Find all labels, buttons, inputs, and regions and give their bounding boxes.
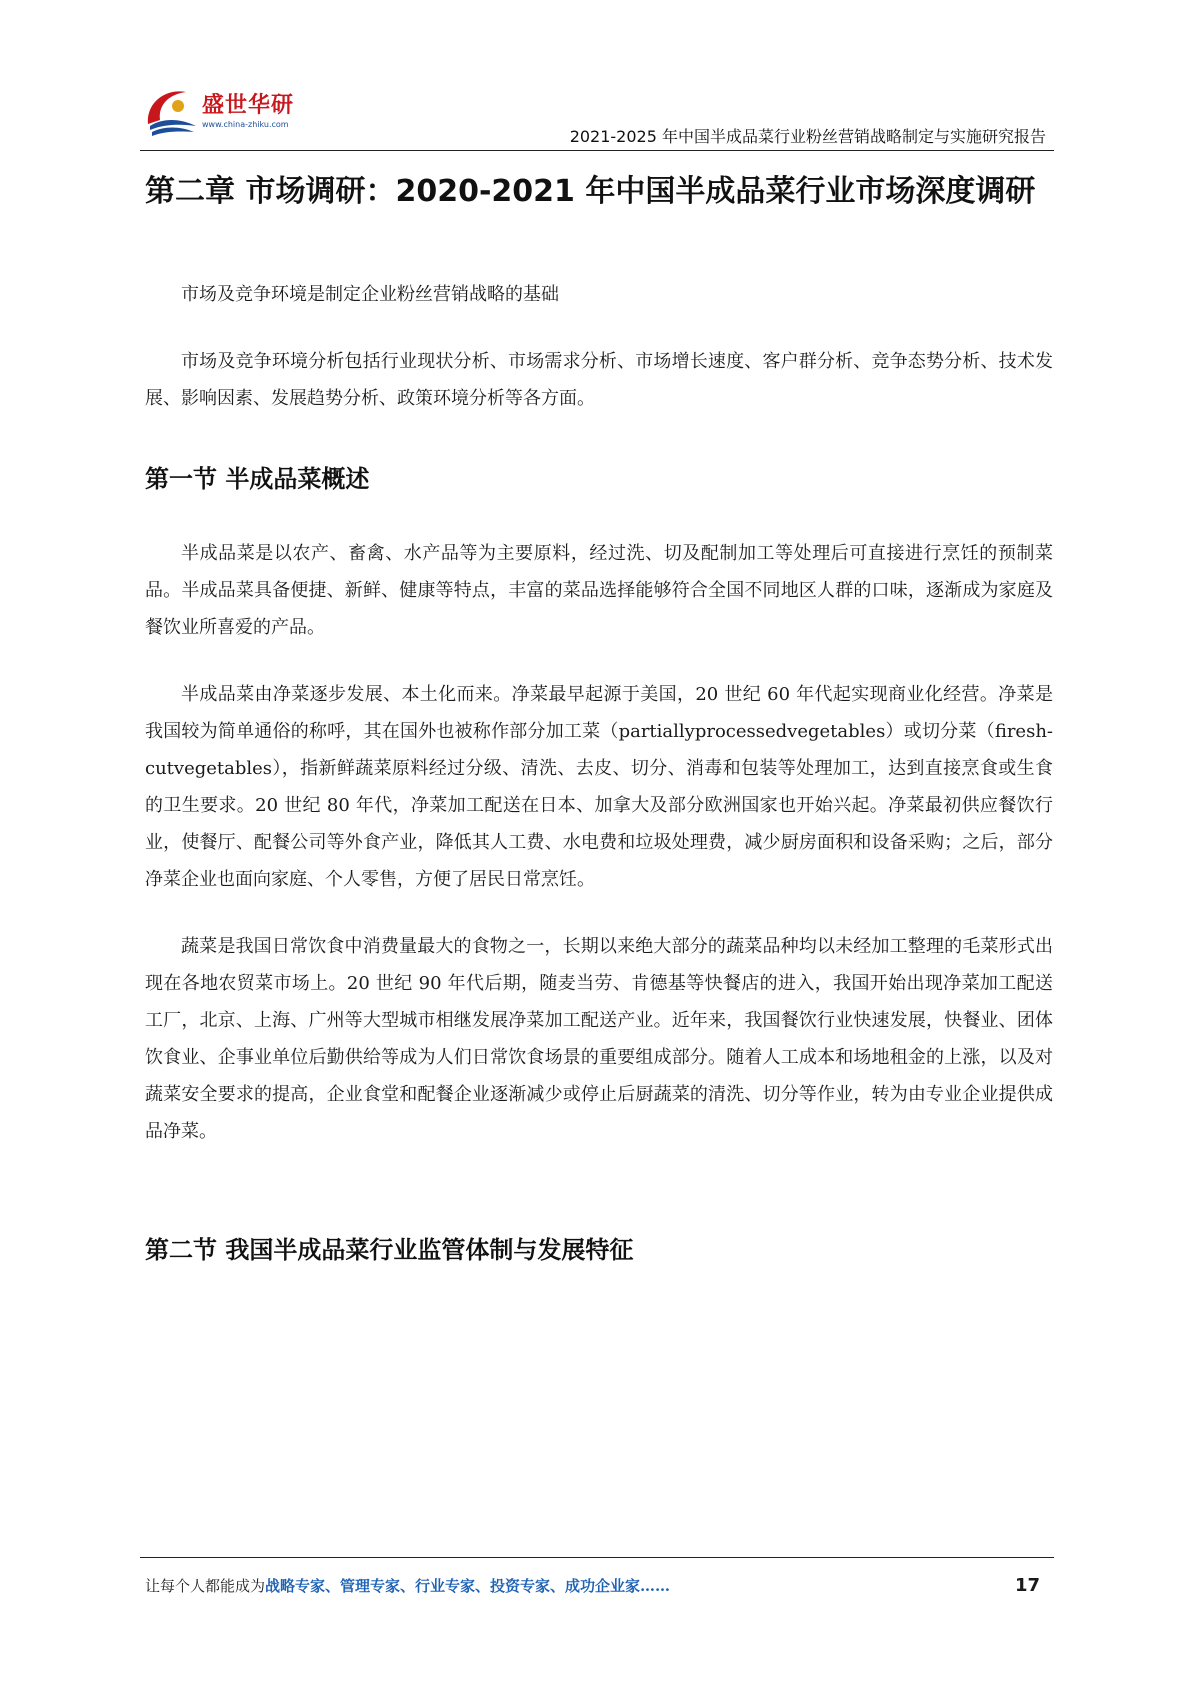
page-number: 17: [1014, 1575, 1040, 1596]
page-content: [145, 160, 1053, 1268]
logo-url: www.china-zhiku.com: [202, 120, 289, 129]
section-1-title: 第一节 半成品菜概述: [145, 465, 370, 493]
intro-paragraph-2: 市场及竞争环境分析包括行业现状分析、市场需求分析、市场增长速度、客户群分析、竞争态势分析、技术发展、影响因素、发展趋势分析、政策环境分析等各方面。: [145, 351, 1053, 409]
footer-slogan-lead: 让每个人都能成为: [145, 1577, 266, 1595]
section-1-paragraph: 半成品菜由净菜逐步发展、本土化而来。净菜最早起源于美国，20 世纪 60 年代起实现商业化经营。净菜是我国较为简单通俗的称呼，其在国外也被称作部分加工菜（partiallyprocessedvegetables）或切分菜（firesh-cutvegetables），指新鲜蔬菜原料经过分级、清洗、去皮、切分、消毒和包装等处理加工，达到直接烹食或生食的卫生要求。20 世纪 80 年代，净菜加工配送在日本、加拿大及部分欧洲国家也开始兴起。净菜最初供应餐饮行业，使餐厅、配餐公司等外食产业，降低其人工费、水电费和垃圾处理费，减少厨房面积和设备采购；之后，部分净菜企业也面向家庭、个人零售，方便了居民日常烹饪。: [145, 684, 1053, 890]
company-logo: [140, 84, 310, 144]
logo-emblem-icon: [140, 84, 202, 144]
section-1-paragraph: 蔬菜是我国日常饮食中消费量最大的食物之一，长期以来绝大部分的蔬菜品种均以未经加工整理的毛菜形式出现在各地农贸菜市场上。20 世纪 90 年代后期，随麦当劳、肯德基等快餐店的进入，我国开始出现净菜加工配送工厂，北京、上海、广州等大型城市相继发展净菜加工配送产业。近年来，我国餐饮行业快速发展，快餐业、团体饮食业、企事业单位后勤供给等成为人们日常饮食场景的重要组成部分。随着人工成本和场地租金的上涨，以及对蔬菜安全要求的提高，企业食堂和配餐企业逐渐减少或停止后厨蔬菜的清洗、切分等作业，转为由专业企业提供成品净菜。: [145, 936, 1053, 1142]
page-header: [140, 78, 1054, 158]
footer-divider: [140, 1557, 1054, 1558]
report-title: 2021-2025 年中国半成品菜行业粉丝营销战略制定与实施研究报告: [569, 127, 1046, 146]
logo-name: 盛世华研: [202, 93, 295, 118]
footer-slogan-highlight: 战略专家、管理专家、行业专家、投资专家、成功企业家……: [265, 1577, 671, 1595]
page-footer: [145, 1575, 1050, 1599]
chapter-title: 第二章 市场调研：2020-2021 年中国半成品菜行业市场深度调研: [145, 174, 1036, 209]
header-divider: [140, 150, 1054, 151]
section-2-title: 第二节 我国半成品菜行业监管体制与发展特征: [145, 1236, 634, 1264]
section-1-paragraph: 半成品菜是以农产、畜禽、水产品等为主要原料，经过洗、切及配制加工等处理后可直接进行烹饪的预制菜品。半成品菜具备便捷、新鲜、健康等特点，丰富的菜品选择能够符合全国不同地区人群的口味，逐渐成为家庭及餐饮业所喜爱的产品。: [145, 543, 1053, 638]
intro-paragraph-1: 市场及竞争环境是制定企业粉丝营销战略的基础: [181, 284, 559, 305]
